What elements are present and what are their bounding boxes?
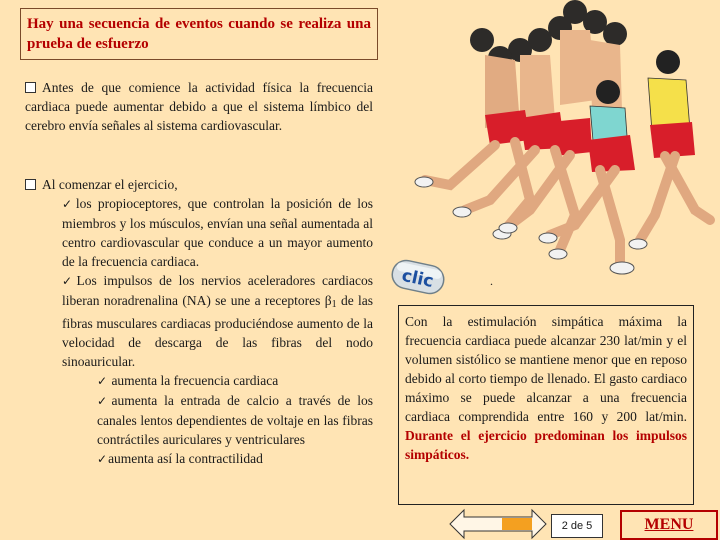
clic-label: clic	[399, 265, 436, 293]
paragraph-before-activity-text: Antes de que comience la actividad física la frecuencia cardiaca puede aumentar debido a que el sistema límbico del cerebro envía señales al sistema cardiovascular.	[25, 80, 373, 133]
beta-symbol: β	[324, 293, 332, 308]
square-bullet-icon	[25, 82, 36, 93]
checkmark-icon: ✓	[62, 274, 76, 288]
page-title-text: Hay una secuencia de eventos cuando se realiza una prueba de esfuerzo	[27, 16, 371, 52]
checkmark-icon: ✓	[97, 452, 108, 466]
checkmark-icon: ✓	[97, 374, 108, 388]
sub-item-heart-rate: ✓ aumenta la frecuencia cardiaca	[97, 373, 279, 388]
menu-label: MENU	[644, 516, 694, 533]
info-box	[398, 305, 694, 505]
beta-subscript: 1	[331, 299, 337, 310]
checkmark-icon: ✓	[62, 197, 75, 211]
sub-item-calcium: ✓aumenta la entrada de calcio a través de los canales lentos dependientes de voltaje en las fibras contráctiles auriculares y ventriculares	[97, 393, 373, 447]
runner-group	[415, 0, 710, 274]
start-exercise-lead: Al comenzar el ejercicio,	[25, 175, 373, 194]
info-text: Con la estimulación simpática máxima la frecuencia cardiaca puede alcanzar 230 lat/min y el volumen sistólico se mantiene menor que en reposo debido al corto tiempo de llenado. El gasto cardiaco máximo se puede alcanzar a una frecuencia cardiaca comprendida entre 160 y 200 lat/min.	[405, 314, 687, 424]
runners-illustration	[410, 0, 720, 285]
list-item-nerve-impulses: ✓Los impulsos de los nervios aceleradores cardiacos liberan noradrenalina (NA) se une a receptores $\beta_1$ de las fibras musculares cardiacas produciéndose aumento de la velocidad de descarga de las fibras del nodo sinoauricular.	[62, 273, 374, 369]
info-emphasis: Durante el ejercicio predominan los impulsos simpáticos.	[405, 428, 687, 462]
page-indicator: 2 de 5	[551, 514, 603, 538]
sub-item-contractility: ✓aumenta así la contractilidad	[97, 451, 263, 466]
paragraph-before-activity	[25, 78, 373, 135]
dot-mark: .	[490, 274, 493, 288]
list-item-proprioceptors: ✓los propioceptores, que controlan la posición de los miembros y los músculos, envían una señal aumentada al centro cardiovascular que conduce a un mayor aumento de la frecuencia cardiaca.	[62, 196, 373, 269]
page-title	[20, 8, 378, 60]
paragraph-start-exercise	[25, 175, 373, 469]
clic-button[interactable]	[386, 255, 450, 299]
double-arrow-icon[interactable]	[448, 508, 548, 540]
checkmark-icon: ✓	[97, 394, 111, 408]
square-bullet-icon	[25, 179, 36, 190]
menu-button[interactable]	[620, 510, 718, 540]
